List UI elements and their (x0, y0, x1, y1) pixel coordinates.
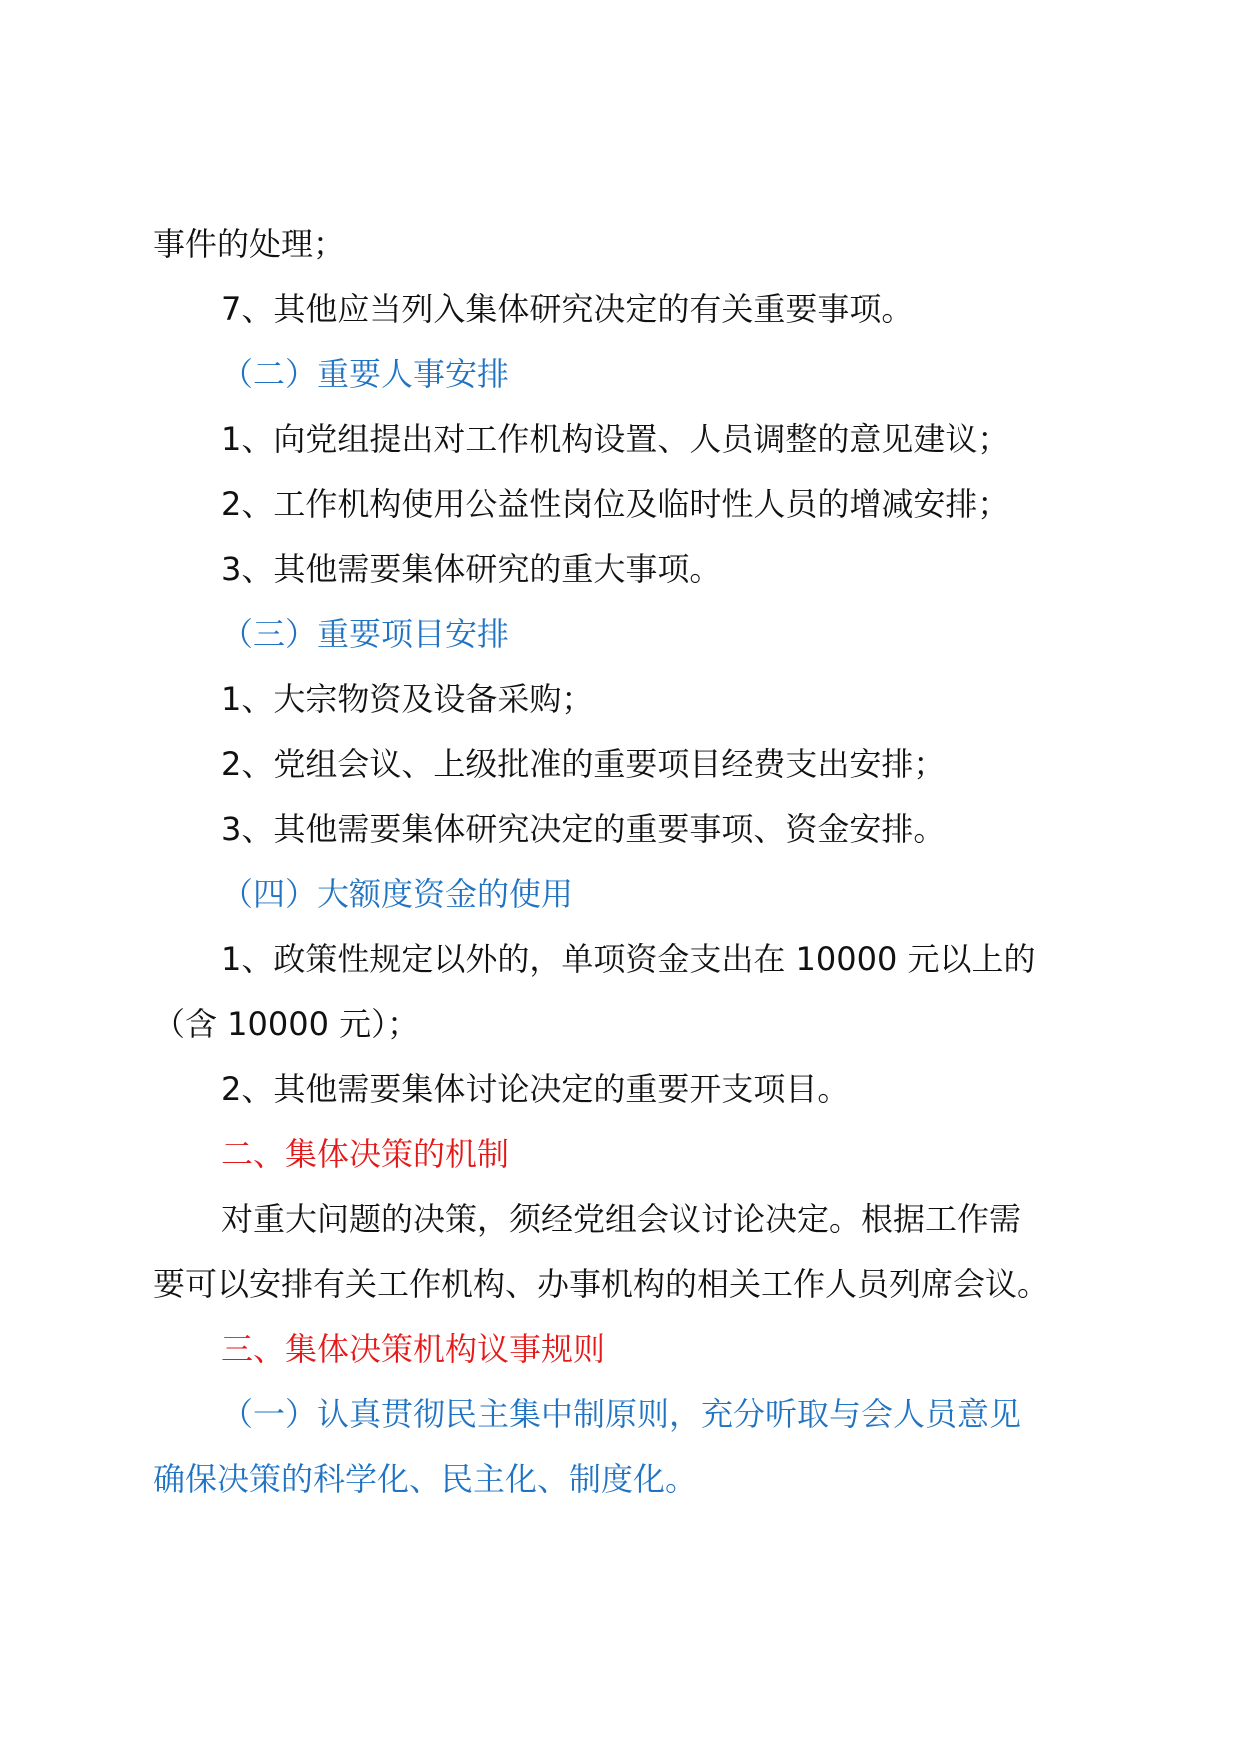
text-line: 2、其他需要集体讨论决定的重要开支项目。 (221, 1070, 850, 1108)
text-line: 对重大问题的决策，须经党组会议讨论决定。根据工作需 (221, 1200, 1022, 1238)
subheading: （二）重要人事安排 (221, 355, 510, 393)
text-line: 事件的处理； (153, 225, 346, 263)
section-heading: 二、集体决策的机制 (221, 1135, 510, 1173)
subheading: （三）重要项目安排 (221, 615, 510, 653)
subheading: （四）大额度资金的使用 (221, 875, 574, 913)
text-line: 2、工作机构使用公益性岗位及临时性人员的增减安排； (221, 485, 1010, 523)
text-line: 3、其他需要集体研究决定的重要事项、资金安排。 (221, 810, 946, 848)
text-line: （含 10000 元）； (153, 1005, 420, 1043)
subheading-continued: 确保决策的科学化、民主化、制度化。 (153, 1460, 698, 1498)
text-line: 3、其他需要集体研究的重大事项。 (221, 550, 722, 588)
section-heading: 三、集体决策机构议事规则 (221, 1330, 606, 1368)
subheading: （一）认真贯彻民主集中制原则，充分听取与会人员意见 (221, 1395, 1022, 1433)
text-line: 1、大宗物资及设备采购； (221, 680, 594, 718)
text-line: 2、党组会议、上级批准的重要项目经费支出安排； (221, 745, 946, 783)
text-line: 1、向党组提出对工作机构设置、人员调整的意见建议； (221, 420, 1010, 458)
text-line: 要可以安排有关工作机构、办事机构的相关工作人员列席会议。 (153, 1265, 1050, 1303)
text-line: 7、其他应当列入集体研究决定的有关重要事项。 (221, 290, 914, 328)
text-line: 1、政策性规定以外的，单项资金支出在 10000 元以上的 (221, 940, 1036, 978)
